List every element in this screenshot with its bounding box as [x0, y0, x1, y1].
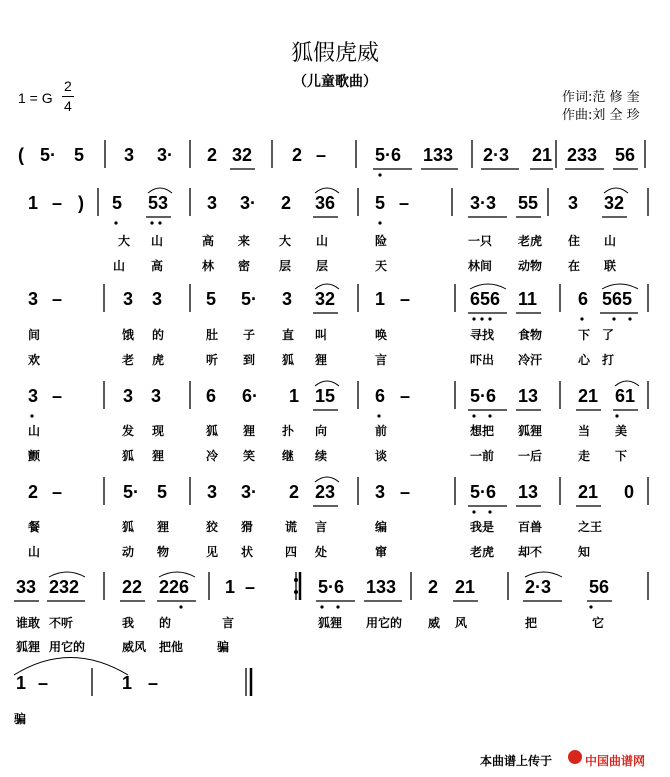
lyric-token: 来: [238, 234, 251, 248]
lyric-token: 谎: [285, 520, 298, 534]
note-token: 2: [207, 145, 218, 165]
lyric-token: 老虎: [470, 545, 495, 559]
note-token: 3: [282, 289, 293, 309]
note-token: –: [400, 482, 411, 502]
lyric-token: 高: [202, 234, 215, 248]
lyric-token: 听: [206, 353, 219, 367]
note-token: 1: [375, 289, 386, 309]
lyric-token: 山: [113, 259, 126, 273]
lyric-token: 吓出: [470, 353, 495, 367]
lyric-token: 知: [578, 545, 591, 559]
lyric-token: 威风: [122, 640, 147, 654]
note-token: 6: [578, 289, 589, 309]
key-signature: 1 = G: [18, 90, 53, 106]
lyric-token: 一前: [470, 449, 495, 463]
note-token: 6: [375, 386, 386, 406]
lyric-token: 向: [315, 424, 328, 438]
lyric-token: 山: [151, 234, 164, 248]
lyric-token: 食物: [518, 328, 543, 342]
note-token: –: [52, 482, 63, 502]
note-token: 2: [428, 577, 439, 597]
note-token: 21: [578, 482, 599, 502]
lyric-token: 大: [118, 234, 131, 248]
lyric-token: 狐: [282, 353, 295, 367]
lyric-token: 百兽: [518, 520, 543, 534]
time-signature-numerator: 2: [64, 78, 72, 94]
lyric-token: 的: [159, 616, 172, 630]
lyric-token: 欢: [28, 353, 41, 367]
note-token: 2: [28, 482, 39, 502]
note-token: 2: [292, 145, 303, 165]
footer-upload-text: 本曲谱上传于: [480, 754, 553, 768]
lyric-token: 高: [151, 259, 164, 273]
lyric-token: 在: [568, 259, 581, 273]
lyric-token: 层: [316, 259, 329, 273]
lyric-token: 直: [282, 328, 295, 342]
composer-credit: 作曲:刘 全 珍: [562, 108, 640, 123]
lyric-token: 威: [428, 616, 441, 630]
note-token: 55: [518, 193, 539, 213]
lyric-token: 住: [568, 234, 581, 248]
lyric-token: 笑: [243, 449, 256, 463]
lyric-token: 美: [615, 424, 628, 438]
note-token: 2: [289, 482, 300, 502]
lyric-token: 我: [122, 616, 135, 630]
note-token: 15: [315, 386, 336, 406]
note-token: 3·: [241, 482, 258, 502]
lyric-token: 处: [315, 545, 328, 559]
lyric-token: 编: [375, 520, 388, 534]
lyric-token: 天: [375, 259, 388, 273]
note-token: 1: [122, 673, 133, 693]
note-token: 1: [289, 386, 300, 406]
lyric-token: 下: [578, 328, 591, 342]
note-token: –: [38, 673, 49, 693]
song-title: 狐假虎威: [290, 41, 379, 66]
lyric-token: 它: [592, 616, 605, 630]
note-token: 11: [518, 289, 538, 309]
lyric-token: 狐: [122, 520, 135, 534]
note-token: 21: [455, 577, 476, 597]
note-token: 5·: [123, 482, 140, 502]
lyric-token: 林间: [468, 259, 493, 273]
time-signature-denominator: 4: [64, 98, 72, 114]
lyric-token: 老: [122, 353, 135, 367]
lyric-token: 狡: [206, 520, 219, 534]
lyric-token: 物: [157, 545, 170, 559]
lyric-token: 山: [604, 234, 617, 248]
lyricist-credit: 作词:范 修 奎: [562, 90, 640, 105]
note-token: 5: [157, 482, 168, 502]
lyric-token: 谁敢: [16, 616, 41, 630]
note-token: 565: [602, 289, 633, 309]
note-token: 23: [315, 482, 336, 502]
lyric-token: 扑: [282, 424, 295, 438]
lyric-token: 四: [285, 545, 298, 559]
lyric-token: 大: [279, 234, 292, 248]
lyric-token: 狸: [157, 520, 170, 534]
lyric-token: 山: [28, 545, 41, 559]
lyric-token: 用它的: [49, 640, 86, 654]
lyric-token: 联: [604, 259, 617, 273]
lyric-token: 继: [282, 449, 295, 463]
note-token: 13: [518, 482, 539, 502]
note-token: –: [52, 289, 63, 309]
note-token: 3: [152, 289, 163, 309]
lyric-token: 肚: [206, 328, 219, 342]
note-token: 6: [206, 386, 217, 406]
lyric-token: 言: [315, 520, 328, 534]
lyric-token: 骗: [217, 640, 230, 654]
lyric-token: 冷汗: [518, 353, 543, 367]
lyric-token: 言: [375, 353, 388, 367]
note-token: 5: [375, 193, 386, 213]
lyric-token: 险: [375, 234, 388, 248]
lyric-token: 续: [315, 449, 328, 463]
lyric-token: 颤: [28, 449, 41, 463]
lyric-token: 前: [375, 424, 388, 438]
note-token: 13: [518, 386, 539, 406]
brand-logo-icon: [568, 750, 582, 764]
lyric-token: 林: [202, 259, 215, 273]
lyric-token: 唤: [375, 328, 388, 342]
lyric-token: 状: [241, 545, 254, 559]
footer-brand[interactable]: 中国曲谱网: [585, 754, 646, 768]
note-token: 1: [225, 577, 236, 597]
note-token: –: [399, 193, 410, 213]
lyric-token: 山: [28, 424, 41, 438]
note-token: 656: [470, 289, 501, 309]
note-token: 3: [375, 482, 386, 502]
note-token: 32: [604, 193, 625, 213]
note-token: 133: [366, 577, 397, 597]
lyric-token: 当: [578, 424, 591, 438]
lyric-token: 之王: [578, 520, 603, 534]
lyric-token: 狸: [152, 449, 165, 463]
note-token: 32: [232, 145, 253, 165]
note-token: 233: [567, 145, 598, 165]
note-token: 226: [159, 577, 190, 597]
lyric-token: 狸: [315, 353, 328, 367]
note-token: 56: [615, 145, 636, 165]
lyric-token: 想把: [470, 424, 495, 438]
lyric-token: 现: [152, 424, 165, 438]
lyric-token: 把他: [159, 640, 184, 654]
lyric-token: 狐狸: [318, 616, 343, 630]
lyric-token: 密: [238, 259, 251, 273]
note-token: 5: [74, 145, 85, 165]
lyric-token: 见: [206, 545, 219, 559]
note-token: –: [148, 673, 159, 693]
note-token: 3: [151, 386, 162, 406]
lyric-token: 下: [615, 449, 628, 463]
note-token: –: [52, 386, 63, 406]
lyric-token: 动: [122, 545, 135, 559]
note-token: 5·: [241, 289, 258, 309]
note-token: 1: [28, 193, 39, 213]
lyric-token: 心: [578, 353, 591, 367]
lyric-token: 的: [152, 328, 165, 342]
lyric-token: 不听: [49, 616, 74, 630]
song-subtitle: （儿童歌曲）: [293, 74, 377, 90]
note-token: 3: [568, 193, 579, 213]
note-token: –: [52, 193, 63, 213]
lyric-token: 动物: [518, 259, 543, 273]
note-token: 3: [207, 482, 218, 502]
lyric-token: 了: [602, 328, 615, 342]
note-token: 3·: [240, 193, 257, 213]
lyric-token: 子: [243, 328, 256, 342]
lyric-token: 山: [316, 234, 329, 248]
note-token: 5: [206, 289, 217, 309]
note-token: 5·: [40, 145, 57, 165]
lyric-token: 猾: [241, 520, 254, 534]
note-token: 5·6: [470, 482, 497, 502]
lyric-token: 却不: [518, 545, 543, 559]
note-token: –: [400, 386, 411, 406]
lyric-token: 骗: [14, 712, 27, 726]
lyric-token: 饿: [122, 328, 135, 342]
lyric-token: 虎: [152, 353, 165, 367]
lyric-token: 狐狸: [16, 640, 41, 654]
lyric-token: 谈: [375, 449, 388, 463]
note-token: 32: [315, 289, 336, 309]
note-token: 5·6: [318, 577, 345, 597]
note-token: –: [316, 145, 327, 165]
lyric-token: 打: [602, 353, 615, 367]
lyric-token: 窜: [375, 545, 388, 559]
lyric-token: 狸: [243, 424, 256, 438]
lyric-token: 层: [279, 259, 292, 273]
note-token: 2·3: [525, 577, 552, 597]
lyric-token: 狐: [206, 424, 219, 438]
lyric-token: 间: [28, 328, 41, 342]
lyric-token: 餐: [28, 520, 41, 534]
barlines: [92, 140, 648, 696]
lyric-token: 言: [222, 616, 235, 630]
lyric-token: 冷: [206, 449, 219, 463]
note-token: 232: [49, 577, 80, 597]
note-token: 2·3: [483, 145, 510, 165]
note-token: 33: [16, 577, 37, 597]
lyric-token: 一只: [468, 234, 493, 248]
lyric-token: 风: [455, 616, 468, 630]
note-token: 3: [123, 386, 134, 406]
note-token: 3·: [157, 145, 174, 165]
lyric-token: 一后: [518, 449, 543, 463]
note-token: 5·6: [375, 145, 402, 165]
note-token: 21: [532, 145, 553, 165]
lyric-token: 狐狸: [518, 424, 543, 438]
note-token: 1: [16, 673, 27, 693]
note-token: 3: [28, 386, 39, 406]
note-token: 56: [589, 577, 610, 597]
note-token: ): [78, 193, 84, 213]
lyric-token: 把: [525, 616, 538, 630]
note-token: 3: [124, 145, 135, 165]
note-token: 53: [148, 193, 169, 213]
lyric-token: 用它的: [366, 616, 403, 630]
note-token: 5·6: [470, 386, 497, 406]
note-token: 3·3: [470, 193, 497, 213]
note-token: 36: [315, 193, 336, 213]
lyric-token: 寻找: [470, 328, 495, 342]
lyric-token: 走: [578, 449, 591, 463]
note-token: –: [400, 289, 411, 309]
note-token: 2: [281, 193, 292, 213]
note-token: 21: [578, 386, 599, 406]
note-token: 3: [207, 193, 218, 213]
note-token: 3: [123, 289, 134, 309]
lyric-token: 到: [243, 353, 256, 367]
note-token: –: [245, 577, 256, 597]
lyric-token: 老虎: [518, 234, 543, 248]
note-token: 5: [112, 193, 123, 213]
note-token: 3: [28, 289, 39, 309]
note-token: 0: [624, 482, 635, 502]
lyric-token: 发: [122, 424, 135, 438]
note-token: 22: [122, 577, 143, 597]
lyric-token: 狐: [122, 449, 135, 463]
note-token: 6·: [242, 386, 259, 406]
note-token: 133: [423, 145, 454, 165]
note-token: (: [18, 145, 24, 165]
lyric-token: 我是: [470, 520, 495, 534]
lyric-token: 叫: [315, 328, 328, 342]
note-token: 61: [615, 386, 636, 406]
